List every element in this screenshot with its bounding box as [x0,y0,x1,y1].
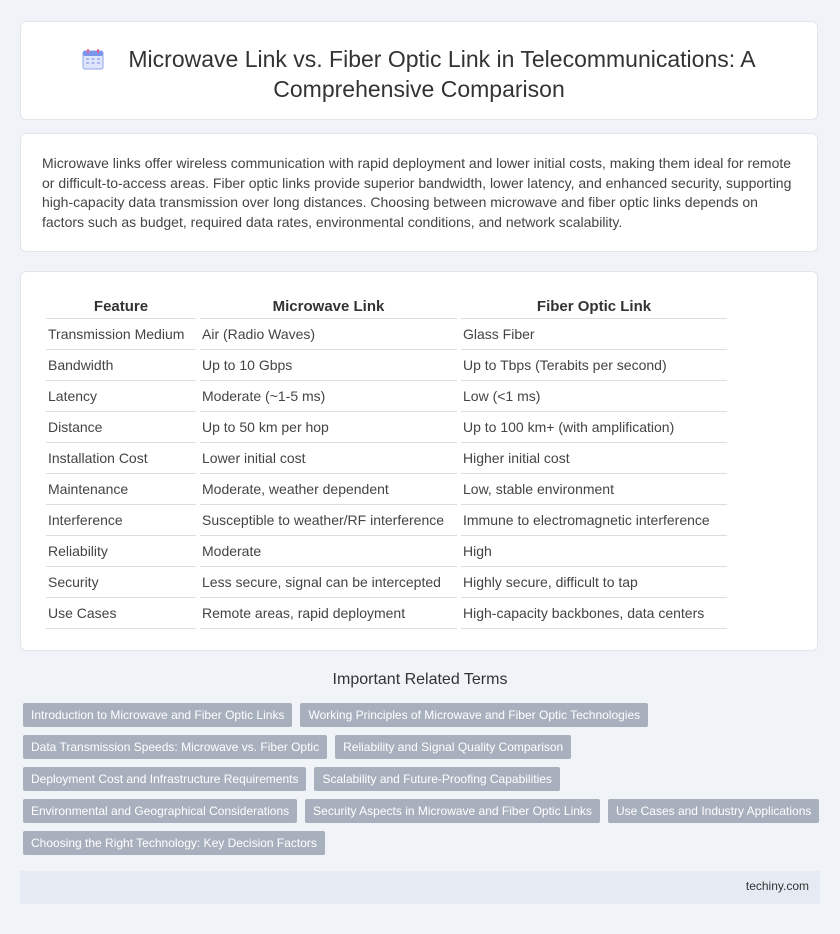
table-row [46,350,727,381]
cell-fiber: High-capacity backbones, data centers [461,598,727,629]
header-fiber: Fiber Optic Link [461,294,727,319]
cell-feature: Transmission Medium [46,319,196,350]
cell-fiber: High [461,536,727,567]
cell-feature: Bandwidth [46,350,196,381]
table-row [46,474,727,505]
cell-microwave: Less secure, signal can be intercepted [200,567,457,598]
page-title-wrap [21,44,817,104]
cell-fiber: Up to 100 km+ (with amplification) [461,412,727,443]
cell-feature: Reliability [46,536,196,567]
page-title: Microwave Link vs. Fiber Optic Link in Telecommunications: A Comprehensive Comparison [128,46,756,102]
cell-feature: Maintenance [46,474,196,505]
intro-card [20,133,818,252]
title-card [20,21,818,120]
comparison-card [20,271,818,651]
comparison-table [42,294,731,629]
cell-feature: Distance [46,412,196,443]
related-term-tag[interactable]: Use Cases and Industry Applications [608,799,819,823]
intro-paragraph: Microwave links offer wireless communication with rapid deployment and lower initial costs, making them ideal for remote or difficult-to-access areas. Fiber optic links provide superior bandwidth, lower latency, and enhanced security, supporting high-capacity data transmission over long distances. Choosing between microwave and fiber optic links depends on factors such as budget, required data rates, environmental conditions, and network scalability. [42,155,792,230]
calendar-icon [82,48,104,70]
cell-microwave: Moderate, weather dependent [200,474,457,505]
footer-site-link[interactable]: techiny.com [745,879,809,893]
cell-microwave: Susceptible to weather/RF interference [200,505,457,536]
table-row [46,381,727,412]
related-term-tag[interactable]: Scalability and Future-Proofing Capabilities [314,767,559,791]
cell-fiber: Low, stable environment [461,474,727,505]
related-term-tag[interactable]: Security Aspects in Microwave and Fiber Optic Links [305,799,600,823]
related-terms-list [23,703,823,855]
table-row [46,505,727,536]
table-header-row [46,294,727,319]
cell-microwave: Lower initial cost [200,443,457,474]
table-row [46,567,727,598]
cell-feature: Use Cases [46,598,196,629]
related-term-tag[interactable]: Choosing the Right Technology: Key Decision Factors [23,831,325,855]
cell-microwave: Up to 10 Gbps [200,350,457,381]
cell-fiber: Low (<1 ms) [461,381,727,412]
header-microwave: Microwave Link [200,294,457,319]
cell-microwave: Up to 50 km per hop [200,412,457,443]
related-term-tag[interactable]: Environmental and Geographical Considerations [23,799,297,823]
related-term-tag[interactable]: Deployment Cost and Infrastructure Requirements [23,767,306,791]
cell-feature: Latency [46,381,196,412]
cell-feature: Interference [46,505,196,536]
related-term-tag[interactable]: Working Principles of Microwave and Fiber Optic Technologies [300,703,648,727]
cell-feature: Installation Cost [46,443,196,474]
cell-fiber: Immune to electromagnetic interference [461,505,727,536]
table-row [46,412,727,443]
cell-feature: Security [46,567,196,598]
cell-microwave: Moderate (~1-5 ms) [200,381,457,412]
table-row [46,319,727,350]
cell-fiber: Glass Fiber [461,319,727,350]
table-row [46,598,727,629]
footer [20,871,820,904]
cell-microwave: Remote areas, rapid deployment [200,598,457,629]
related-term-tag[interactable]: Data Transmission Speeds: Microwave vs. Fiber Optic [23,735,327,759]
cell-fiber: Higher initial cost [461,443,727,474]
cell-microwave: Air (Radio Waves) [200,319,457,350]
header-feature: Feature [46,294,196,319]
table-row [46,536,727,567]
cell-fiber: Highly secure, difficult to tap [461,567,727,598]
cell-microwave: Moderate [200,536,457,567]
related-term-tag[interactable]: Reliability and Signal Quality Comparison [335,735,571,759]
related-term-tag[interactable]: Introduction to Microwave and Fiber Optic Links [23,703,292,727]
table-row [46,443,727,474]
related-terms-heading: Important Related Terms [332,671,508,688]
cell-fiber: Up to Tbps (Terabits per second) [461,350,727,381]
